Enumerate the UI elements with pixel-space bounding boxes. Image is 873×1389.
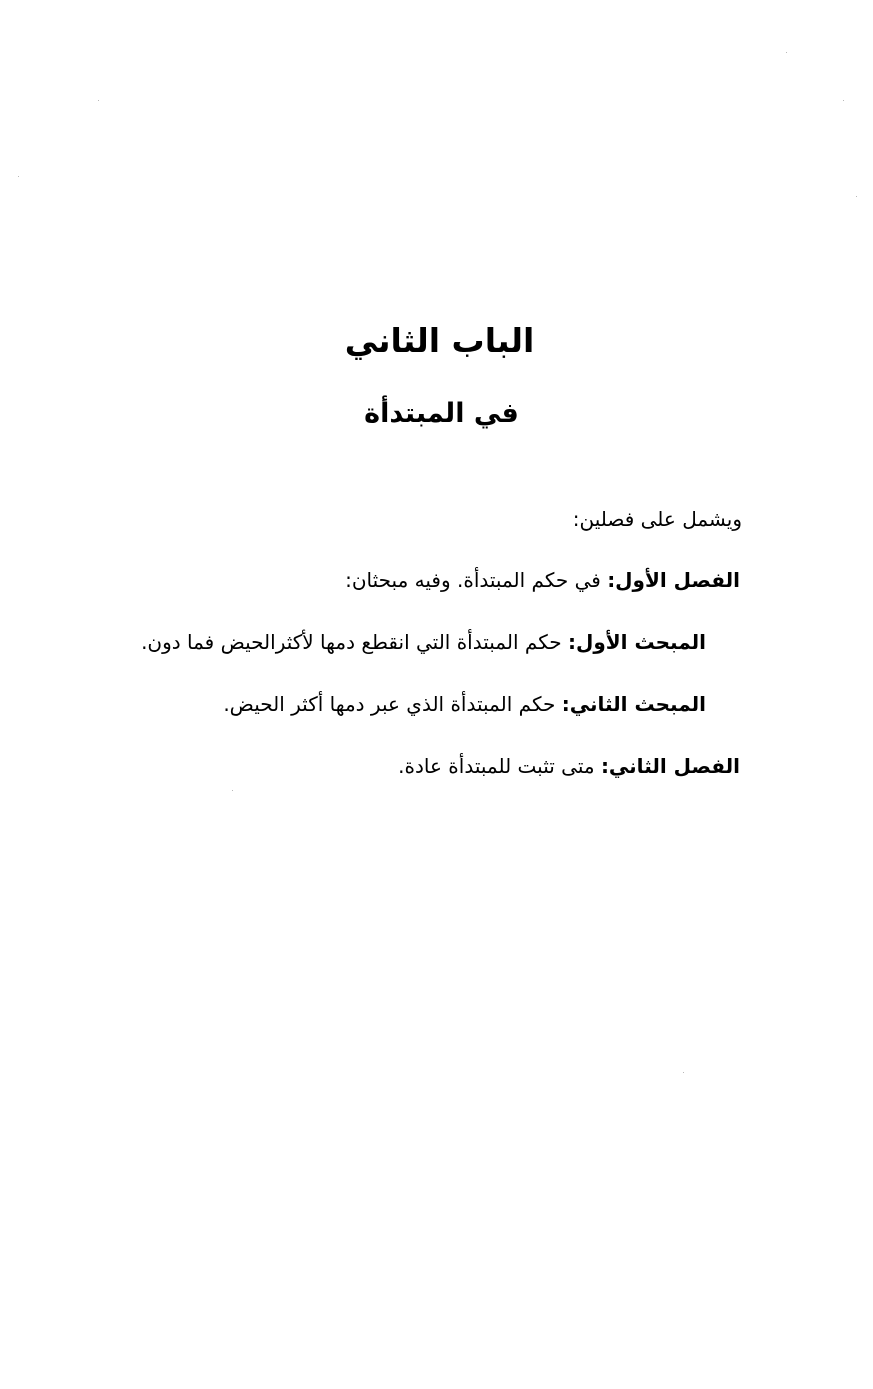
section-2-text: حكم المبتدأة الذي عبر دمها أكثر الحيض. <box>223 692 562 716</box>
part-subtitle: في المبتدأة <box>364 398 519 429</box>
chapter-2-label: الفصل الثاني: <box>600 754 740 778</box>
intro-line: ويشمل على فصلين: <box>572 507 742 531</box>
chapter-1-label: الفصل الأول: <box>607 568 740 592</box>
scan-speck <box>98 100 99 101</box>
chapter-1-text: في حكم المبتدأة. وفيه مبحثان: <box>345 568 608 592</box>
chapter-2-line <box>398 750 740 782</box>
section-2-label: المبحث الثاني: <box>561 692 706 716</box>
scan-speck <box>232 790 233 791</box>
section-2-line <box>223 688 706 720</box>
section-1-line <box>141 626 706 658</box>
chapter-1-line <box>345 564 740 596</box>
scan-speck <box>786 52 787 53</box>
scan-speck <box>18 176 19 177</box>
section-1-label: المبحث الأول: <box>567 630 706 654</box>
scan-speck <box>683 1072 684 1073</box>
scan-speck <box>843 100 844 101</box>
scan-speck <box>856 196 857 197</box>
chapter-2-text: متى تثبت للمبتدأة عادة. <box>398 754 601 778</box>
section-1-text: حكم المبتدأة التي انقطع دمها لأكثرالحيض فما دون. <box>141 630 568 654</box>
part-title: الباب الثاني <box>344 321 535 360</box>
